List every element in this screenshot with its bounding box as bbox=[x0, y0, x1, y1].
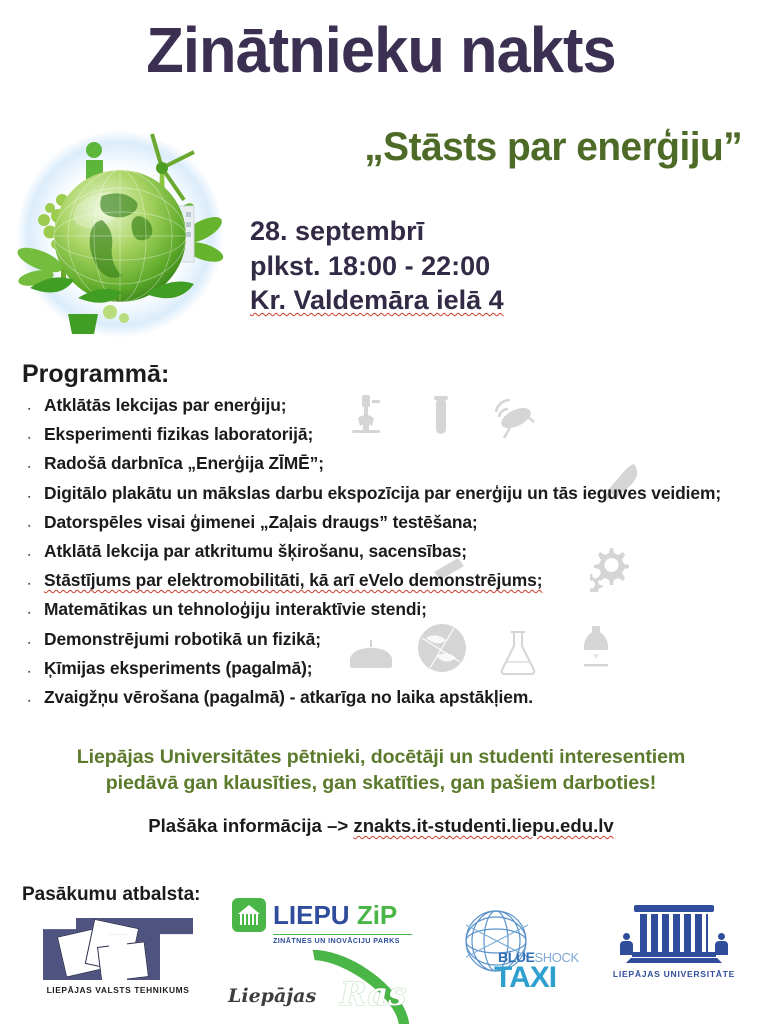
bullet-icon bbox=[28, 691, 44, 707]
list-item-text: Atklātā lekcija par atkritumu šķirošanu, sacensības; bbox=[44, 540, 467, 561]
list-item-text: Stāstījums par elektromobilitāti, kā arī eVelo demonstrējums; bbox=[44, 570, 543, 591]
list-item-text: Demonstrējumi robotikā un fizikā; bbox=[44, 628, 321, 649]
ras-word-liepajas: Liepājas bbox=[228, 985, 317, 1007]
bullet-icon bbox=[28, 457, 44, 473]
zip-word-liepu: LIEPU bbox=[273, 900, 350, 930]
list-item-text: Zvaigžņu vērošana (pagalmā) - atkarīga no laika apstākļiem. bbox=[44, 686, 533, 707]
bullet-icon bbox=[28, 603, 44, 619]
event-address: Kr. Valdemāra ielā 4 bbox=[250, 285, 504, 316]
list-item-text: Datorspēles visai ģimenei „Zaļais draugs” testēšana; bbox=[44, 511, 478, 532]
list-item bbox=[28, 424, 748, 453]
bullet-icon bbox=[28, 574, 44, 590]
page-subtitle: „Stāsts par enerģiju” bbox=[364, 125, 743, 169]
list-item bbox=[28, 599, 748, 628]
list-item bbox=[28, 453, 748, 482]
list-item bbox=[28, 541, 748, 570]
list-item-text: Matemātikas un tehnoloģiju interaktīvie stendi; bbox=[44, 599, 427, 620]
lu-columns-shape bbox=[640, 914, 708, 952]
list-item bbox=[28, 512, 748, 541]
eco-globe-illustration bbox=[6, 112, 234, 344]
list-item bbox=[28, 570, 748, 599]
list-item-text: Ķīmijas eksperiments (pagalmā); bbox=[44, 657, 313, 678]
lu-caption: LIEPĀJAS UNIVERSITĀTE bbox=[612, 969, 736, 979]
lvt-caption: LIEPĀJAS VALSTS TEHNIKUMS bbox=[46, 985, 190, 995]
event-time: plkst. 18:00 - 22:00 bbox=[250, 250, 491, 281]
lu-roof-shape bbox=[634, 905, 714, 912]
list-item bbox=[28, 483, 748, 512]
house-icon bbox=[232, 898, 266, 932]
zip-word-zip: ZiP bbox=[356, 900, 398, 930]
sponsor-logo-liepajas-ras bbox=[228, 963, 418, 1021]
bullet-icon bbox=[28, 633, 44, 649]
more-info bbox=[0, 815, 762, 837]
callout-line-2: piedāvā gan klausīties, gan skatīties, gan pašiem darboties! bbox=[105, 771, 657, 794]
bullet-icon bbox=[28, 662, 44, 678]
sponsor-logo-liepajas-universitate bbox=[604, 903, 744, 979]
bullet-icon bbox=[28, 487, 44, 503]
list-item-text: Radošā darbnīca „Enerģija ZĪMĒ”; bbox=[44, 453, 324, 474]
list-item-text: Atklātās lekcijas par enerģiju; bbox=[44, 395, 287, 415]
sponsor-logo-lvt bbox=[34, 918, 202, 995]
taxi-word-shock: SHOCK bbox=[534, 950, 579, 965]
lu-figure-icon bbox=[620, 933, 633, 955]
sponsor-logo-liepu-zip bbox=[232, 898, 412, 945]
colonnade-icon bbox=[620, 903, 728, 965]
page-title: Zinātnieku nakts bbox=[146, 14, 616, 86]
bullet-icon bbox=[28, 516, 44, 532]
event-date: 28. septembrī bbox=[250, 216, 425, 246]
zip-tagline: ZINĀTNES UN INOVĀCIJU PARKS bbox=[273, 934, 412, 945]
lu-base-shape bbox=[626, 958, 722, 963]
bullet-icon bbox=[28, 545, 44, 561]
lu-base-shape bbox=[632, 952, 716, 957]
sponsors-heading: Pasākumu atbalsta: bbox=[22, 884, 201, 905]
ras-word-ras: Ras bbox=[340, 975, 407, 1013]
taxi-word-blue: BLUE bbox=[498, 949, 535, 965]
more-info-url[interactable]: znakts.it-studenti.liepu.edu.lv bbox=[353, 815, 614, 836]
list-item bbox=[28, 658, 748, 687]
taxi-word-taxi: TAXI bbox=[494, 961, 557, 994]
lu-figure-icon bbox=[715, 933, 728, 955]
list-item-text: Eksperimenti fizikas laboratorijā; bbox=[44, 424, 314, 445]
lvt-paper-shape bbox=[97, 941, 149, 983]
list-item-text: Digitālo plakātu un mākslas darbu ekspozīcija par enerģiju un tās ieguves veidiem; bbox=[44, 482, 722, 503]
callout-line-1: Liepājas Universitātes pētnieki, docētāji un studenti interesentiem bbox=[76, 746, 686, 768]
program-list bbox=[28, 395, 748, 716]
program-heading: Programmā: bbox=[22, 360, 170, 388]
more-info-prefix: Plašāka informācija –> bbox=[148, 815, 354, 836]
sponsor-logo-blueshock-taxi bbox=[452, 905, 582, 1010]
bullet-icon bbox=[28, 399, 44, 415]
lvt-mark-icon bbox=[43, 918, 193, 980]
bullet-icon bbox=[28, 428, 44, 444]
list-item bbox=[28, 629, 748, 658]
list-item bbox=[28, 395, 748, 424]
list-item bbox=[28, 687, 748, 716]
event-details bbox=[250, 214, 504, 318]
callout-text bbox=[0, 745, 762, 797]
